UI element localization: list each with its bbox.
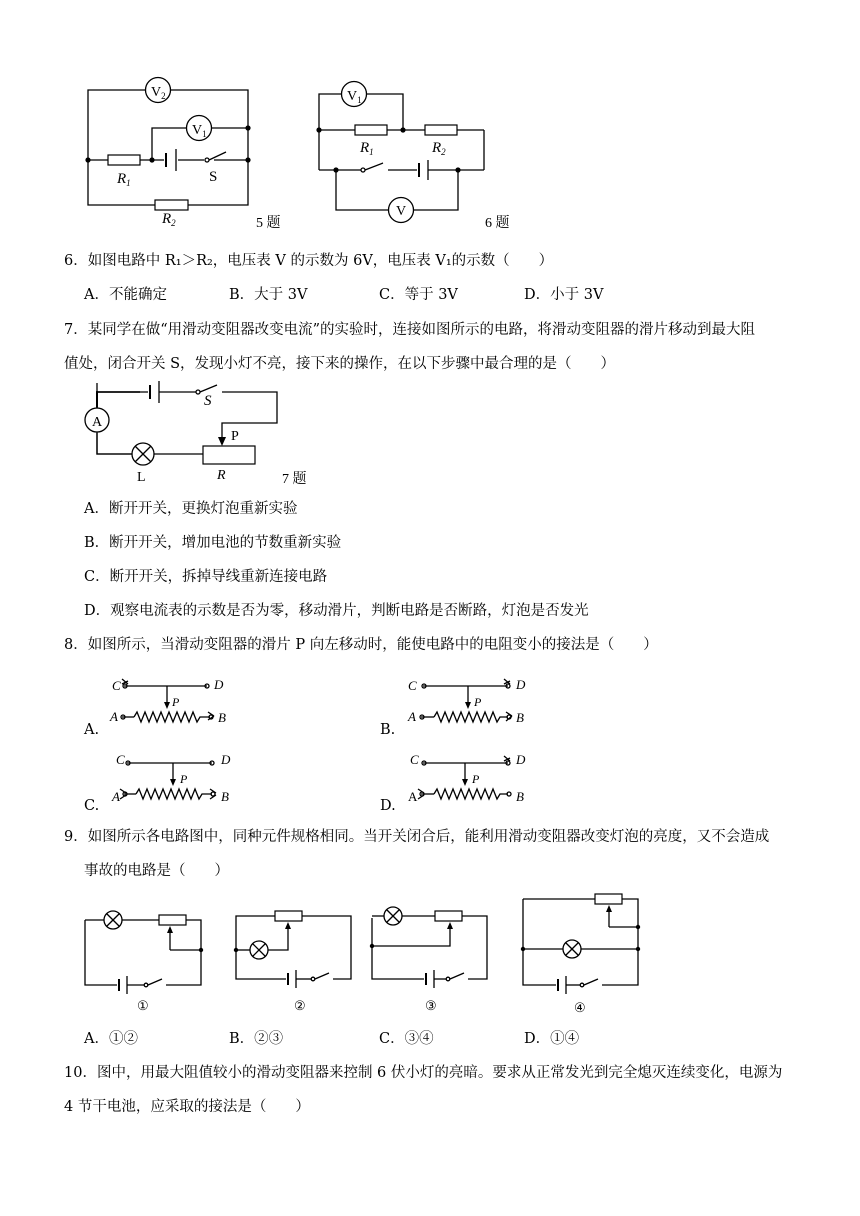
svg-text:B: B	[516, 789, 524, 804]
q8-option-c: C.	[84, 798, 100, 814]
svg-text:D: D	[516, 677, 526, 692]
q6-option-d: D．小于 3V	[524, 287, 604, 303]
svg-text:D: D	[214, 677, 224, 692]
fig7-l-label: L	[137, 470, 146, 485]
fig5-v1-label: $V_1$	[192, 123, 207, 139]
q10-stem-line2: 4 节干电池，应采取的接法是（ ）	[64, 1099, 310, 1115]
q7-stem-line1: 7．某同学在做“用滑动变阻器改变电流”的实验时，连接如图所示的电路，将滑动变阻器的滑片移动到最大阻	[64, 322, 756, 338]
q8-stem: 8．如图所示，当滑动变阻器的滑片 P 向左移动时，能使电路中的电阻变小的接法是（ ）	[64, 637, 658, 653]
circuit-4	[521, 894, 640, 994]
svg-text:C: C	[112, 678, 121, 693]
circuit-3	[370, 907, 487, 988]
q6-option-b: B．大于 3V	[229, 287, 308, 303]
q8-option-a: A.	[84, 722, 100, 738]
fig5-v2-label: $V_2$	[151, 85, 166, 101]
fig6-v-label: V	[396, 204, 407, 219]
circuit-2	[234, 911, 351, 988]
fig5-r1-label: $R_1$	[117, 171, 131, 188]
svg-text:A: A	[408, 709, 416, 724]
svg-text:B: B	[516, 710, 524, 725]
svg-text:C: C	[408, 678, 417, 693]
fig5-r2-label: $R_2$	[162, 211, 176, 228]
q9-option-b: B．②③	[229, 1031, 284, 1047]
svg-text:P: P	[472, 772, 480, 786]
circuit-1	[85, 911, 203, 994]
svg-text:A: A	[110, 709, 118, 724]
fig6-v1-label: $V_1$	[347, 89, 362, 105]
circuit-1-label: ①	[137, 998, 149, 1013]
svg-text:P: P	[180, 772, 188, 786]
q6-option-a: A．不能确定	[84, 287, 167, 303]
fig5-s-label: S	[209, 169, 218, 185]
fig5-caption: 5 题	[256, 216, 281, 231]
q10-stem-line1: 10．图中，用最大阻值较小的滑动变阻器来控制 6 伏小灯的亮暗。要求从正常发光到完全熄灭连续变化，电源为	[64, 1065, 783, 1081]
svg-text:A: A	[112, 789, 120, 804]
q9-option-a: A．①②	[84, 1031, 138, 1047]
fig7-a-label: A	[92, 415, 103, 430]
q7-option-b: B．断开开关，增加电池的节数重新实验	[84, 535, 342, 551]
svg-text:D: D	[516, 752, 526, 767]
q8-option-b: B.	[380, 722, 396, 738]
fig7-r-label: R	[217, 468, 226, 483]
fig7-s-label: S	[204, 393, 212, 409]
q7-option-a: A．断开开关，更换灯泡重新实验	[84, 501, 298, 517]
svg-text:B: B	[218, 710, 226, 725]
q7-stem-line2: 值处，闭合开关 S，发现小灯不亮，接下来的操作，在以下步骤中最合理的是（ ）	[64, 356, 616, 372]
q6-option-c: C．等于 3V	[379, 287, 458, 303]
q9-stem-line1: 9．如图所示各电路图中，同种元件规格相同。当开关闭合后，能利用滑动变阻器改变灯泡的亮度，又不会造成	[64, 829, 770, 845]
q9-stem-line2: 事故的电路是（ ）	[84, 863, 229, 879]
svg-text:P: P	[172, 695, 180, 709]
q7-option-c: C．断开开关，拆掉导线重新连接电路	[84, 569, 328, 585]
fig6-r1-label: $R_1$	[360, 140, 374, 157]
fig6-caption: 6 题	[485, 216, 510, 231]
svg-text:A: A	[408, 789, 418, 804]
svg-text:B: B	[221, 789, 229, 804]
svg-text:D: D	[221, 752, 231, 767]
fig7-caption: 7 题	[282, 472, 307, 487]
q9-option-c: C．③④	[379, 1031, 434, 1047]
circuit-3-label: ③	[425, 998, 437, 1013]
circuit-2-label: ②	[294, 998, 306, 1013]
q8-option-d: D.	[380, 798, 396, 814]
circuit-4-label: ④	[574, 1000, 586, 1015]
svg-text:P: P	[474, 695, 482, 709]
fig6-r2-label: $R_2$	[432, 140, 446, 157]
q6-stem: 6．如图电路中 R₁＞R₂，电压表 V 的示数为 6V，电压表 V₁的示数（ ）	[64, 253, 554, 269]
svg-text:C: C	[116, 752, 125, 767]
fig7-p-label: P	[231, 429, 239, 444]
q7-option-d: D．观察电流表的示数是否为零，移动滑片，判断电路是否断路，灯泡是否发光	[84, 603, 589, 619]
svg-text:C: C	[410, 752, 419, 767]
q9-option-d: D．①④	[524, 1031, 580, 1047]
